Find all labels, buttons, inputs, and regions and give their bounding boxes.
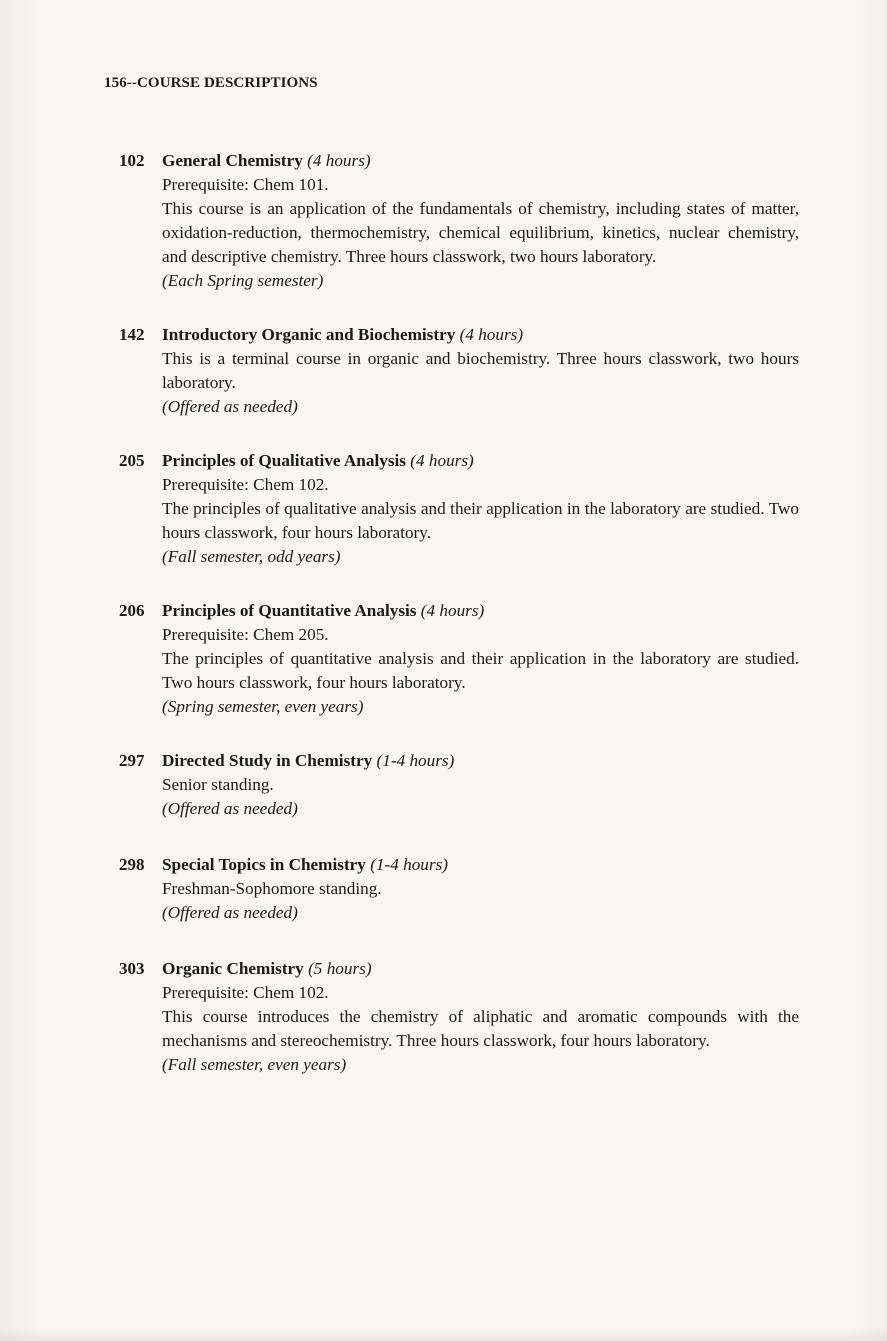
course-description: This course introduces the chemistry of aliphatic and aromatic compounds with the mechanisms and stereochemistry. Three hours classwork, four hours laboratory. [162, 1007, 799, 1050]
course-entry-303 [119, 957, 799, 1077]
course-description: The principles of quantitative analysis and their application in the laboratory are studied. Two hours classwork, four hours laboratory. [162, 649, 799, 692]
course-prerequisite: Prerequisite: Chem 102. [162, 475, 329, 494]
course-entry-297 [119, 749, 799, 821]
course-number: 205 [119, 451, 145, 470]
course-title: Introductory Organic and Biochemistry [162, 325, 456, 344]
course-offered: (Spring semester, even years) [162, 697, 364, 716]
course-title-line [162, 323, 799, 347]
course-title: Principles of Qualitative Analysis [162, 451, 406, 470]
course-title-line [162, 749, 799, 773]
course-offered: (Offered as needed) [162, 397, 298, 416]
course-entry-102 [119, 149, 799, 293]
course-hours: (4 hours) [420, 601, 485, 620]
course-prerequisite: Prerequisite: Chem 101. [162, 175, 329, 194]
course-title-line [162, 449, 799, 473]
course-hours: (4 hours) [410, 451, 474, 470]
course-entry-206 [119, 599, 799, 719]
course-title: Organic Chemistry [162, 959, 304, 978]
course-entry-298 [119, 853, 799, 925]
course-body [162, 149, 799, 293]
course-title: Principles of Quantitative Analysis [162, 601, 417, 620]
course-hours: (5 hours) [308, 959, 372, 978]
course-prerequisite: Senior standing. [162, 775, 274, 794]
course-title-line [162, 599, 799, 623]
course-entry-142 [119, 323, 799, 419]
running-head: 156--COURSE DESCRIPTIONS [104, 75, 318, 91]
course-body [162, 957, 799, 1077]
course-number: 142 [119, 325, 145, 344]
course-hours: (4 hours) [307, 151, 371, 170]
course-number: 102 [119, 151, 145, 170]
course-prerequisite: Freshman-Sophomore standing. [162, 879, 382, 898]
course-offered: (Each Spring semester) [162, 271, 324, 290]
course-body [162, 323, 799, 419]
course-offered: (Fall semester, odd years) [162, 547, 341, 566]
course-title-line [162, 853, 799, 877]
course-number: 298 [119, 855, 145, 874]
course-list [119, 149, 799, 1107]
course-prerequisite: Prerequisite: Chem 102. [162, 983, 329, 1002]
course-body [162, 853, 799, 925]
course-hours: (1-4 hours) [376, 751, 455, 770]
course-body [162, 749, 799, 821]
course-offered: (Offered as needed) [162, 799, 298, 818]
course-offered: (Offered as needed) [162, 903, 298, 922]
course-number: 206 [119, 601, 145, 620]
course-hours: (4 hours) [459, 325, 524, 344]
course-hours: (1-4 hours) [370, 855, 449, 874]
course-title-line [162, 149, 799, 173]
course-description: This is a terminal course in organic and biochemistry. Three hours classwork, two hours laboratory. [162, 349, 799, 392]
course-description: This course is an application of the fundamentals of chemistry, including states of matter, oxidation-reduction, thermochemistry, chemical equilibrium, kinetics, nuclear chemistry, and descriptive chemistry. Three hours classwork, two hours laboratory. [162, 199, 799, 266]
course-entry-205 [119, 449, 799, 569]
course-title: Directed Study in Chemistry [162, 751, 373, 770]
course-title: Special Topics in Chemistry [162, 855, 366, 874]
page-bottom-shadow [0, 1327, 887, 1341]
course-prerequisite: Prerequisite: Chem 205. [162, 625, 329, 644]
course-number: 297 [119, 751, 145, 770]
course-offered: (Fall semester, even years) [162, 1055, 347, 1074]
course-title: General Chemistry [162, 151, 303, 170]
course-description: The principles of qualitative analysis and their application in the laboratory are studied. Two hours classwork, four hours laboratory. [162, 499, 799, 542]
course-title-line [162, 957, 799, 981]
course-body [162, 449, 799, 569]
course-number: 303 [119, 959, 145, 978]
course-body [162, 599, 799, 719]
